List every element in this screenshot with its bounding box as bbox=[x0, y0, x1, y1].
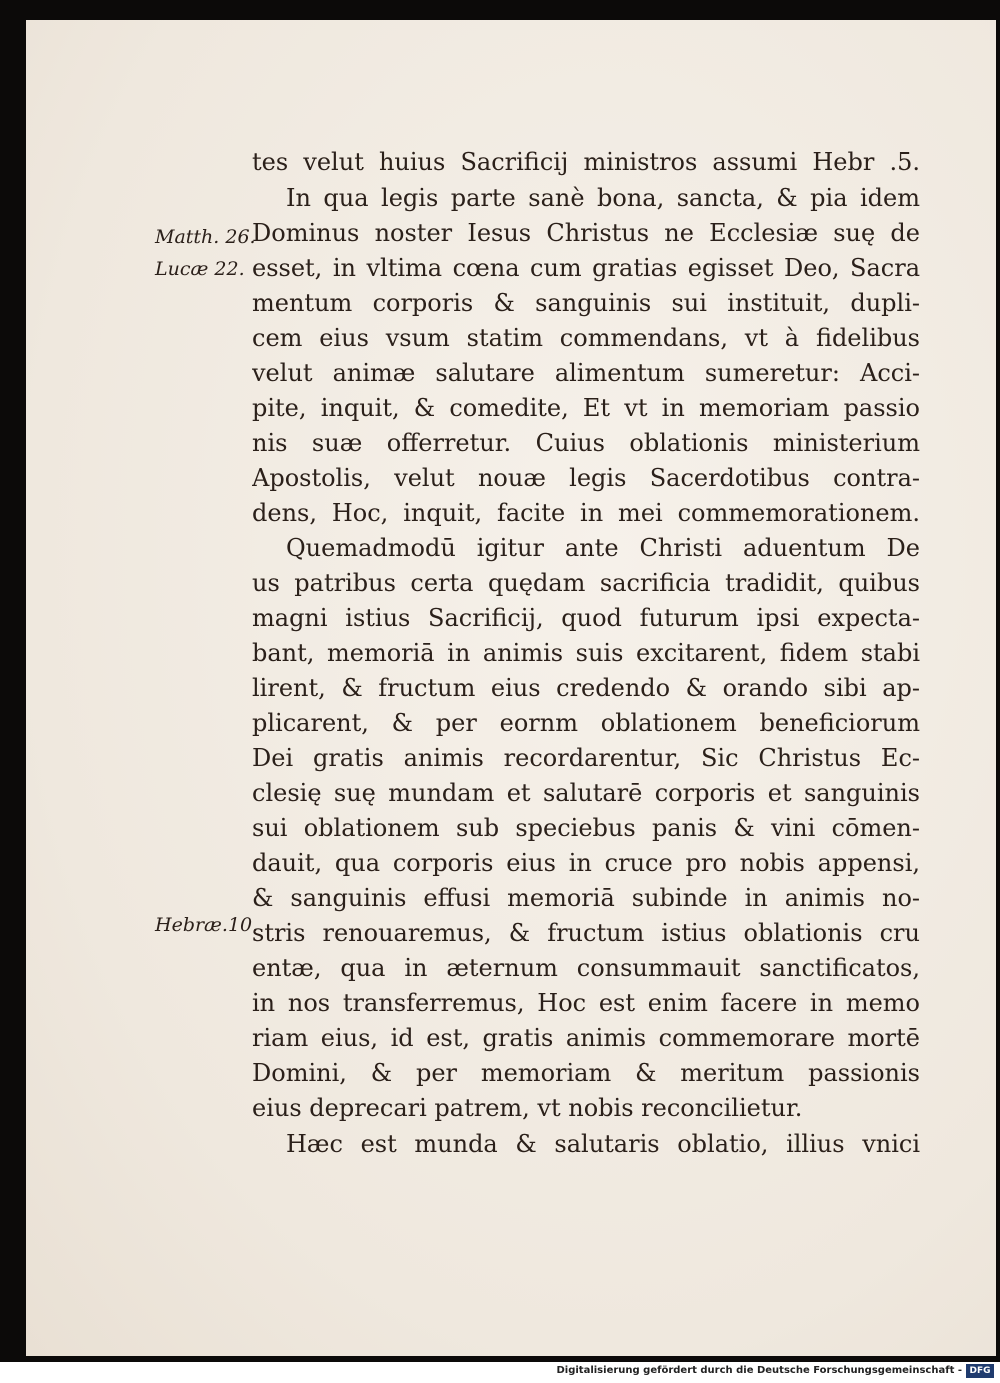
text-line: in nos transferremus, Hoc est enim facere in memo bbox=[252, 989, 920, 1017]
text-line: dauit, qua corporis eius in cruce pro nobis appensi, bbox=[252, 849, 920, 877]
text-line: Apostolis, velut nouæ legis Sacerdotibus contra- bbox=[252, 464, 920, 492]
text-line: Hæc est munda & salutaris oblatio, illius vnici bbox=[286, 1130, 920, 1158]
dfg-logo: DFG bbox=[966, 1364, 994, 1378]
text-line: esset, in vltima cœna cum gratias egisset Deo, Sacra bbox=[252, 254, 920, 282]
text-line: magni istius Sacrificij, quod futurum ipsi expecta- bbox=[252, 604, 920, 632]
text-line: Dei gratis animis recordarentur, Sic Christus Ec- bbox=[252, 744, 920, 772]
margin-note-hebrews: Hebræ.10. bbox=[155, 914, 259, 936]
text-line: cem eius vsum statim commendans, vt à fidelibus bbox=[252, 324, 920, 352]
funding-notice: Digitalisierung gefördert durch die Deutsche Forschungsgemeinschaft - bbox=[556, 1365, 962, 1376]
text-line: velut animæ salutare alimentum sumeretur: Acci- bbox=[252, 359, 920, 387]
text-line: stris renouaremus, & fructum istius oblationis cru bbox=[252, 919, 920, 947]
text-line: nis suæ offerretur. Cuius oblationis ministerium bbox=[252, 429, 920, 457]
text-line: Quemadmodū igitur ante Christi aduentum De bbox=[286, 534, 920, 562]
text-line: entæ, qua in æternum consummauit sanctificatos, bbox=[252, 954, 920, 982]
text-line: sui oblationem sub speciebus panis & vini cōmen- bbox=[252, 814, 920, 842]
margin-note-luke: Lucæ 22. bbox=[155, 258, 245, 280]
text-line: bant, memoriā in animis suis excitarent, fidem stabi bbox=[252, 639, 920, 667]
text-line: lirent, & fructum eius credendo & orando sibi ap- bbox=[252, 674, 920, 702]
text-line: riam eius, id est, gratis animis commemorare mortē bbox=[252, 1024, 920, 1052]
text-line: Domini, & per memoriam & meritum passionis bbox=[252, 1059, 920, 1087]
text-line: mentum corporis & sanguinis sui instituit, dupli- bbox=[252, 289, 920, 317]
margin-note-matthew: Matth. 26. bbox=[155, 226, 256, 248]
text-line: us patribus certa quędam sacrificia tradidit, quibus bbox=[252, 569, 920, 597]
text-line: Dominus noster Iesus Christus ne Ecclesiæ suę de bbox=[252, 219, 920, 247]
text-line: & sanguinis effusi memoriā subinde in animis no- bbox=[252, 884, 920, 912]
text-line: dens, Hoc, inquit, facite in mei commemorationem. bbox=[252, 499, 920, 527]
text-line: clesię suę mundam et salutarē corporis et sanguinis bbox=[252, 779, 920, 807]
text-line: eius deprecari patrem, vt nobis reconcilietur. bbox=[252, 1094, 803, 1122]
text-line: In qua legis parte sanè bona, sancta, & pia idem bbox=[286, 184, 920, 212]
text-line: tes velut huius Sacrificij ministros assumi Hebr .5. bbox=[252, 148, 920, 176]
text-line: plicarent, & per eornm oblationem beneficiorum bbox=[252, 709, 920, 737]
text-line: pite, inquit, & comedite, Et vt in memoriam passio bbox=[252, 394, 920, 422]
